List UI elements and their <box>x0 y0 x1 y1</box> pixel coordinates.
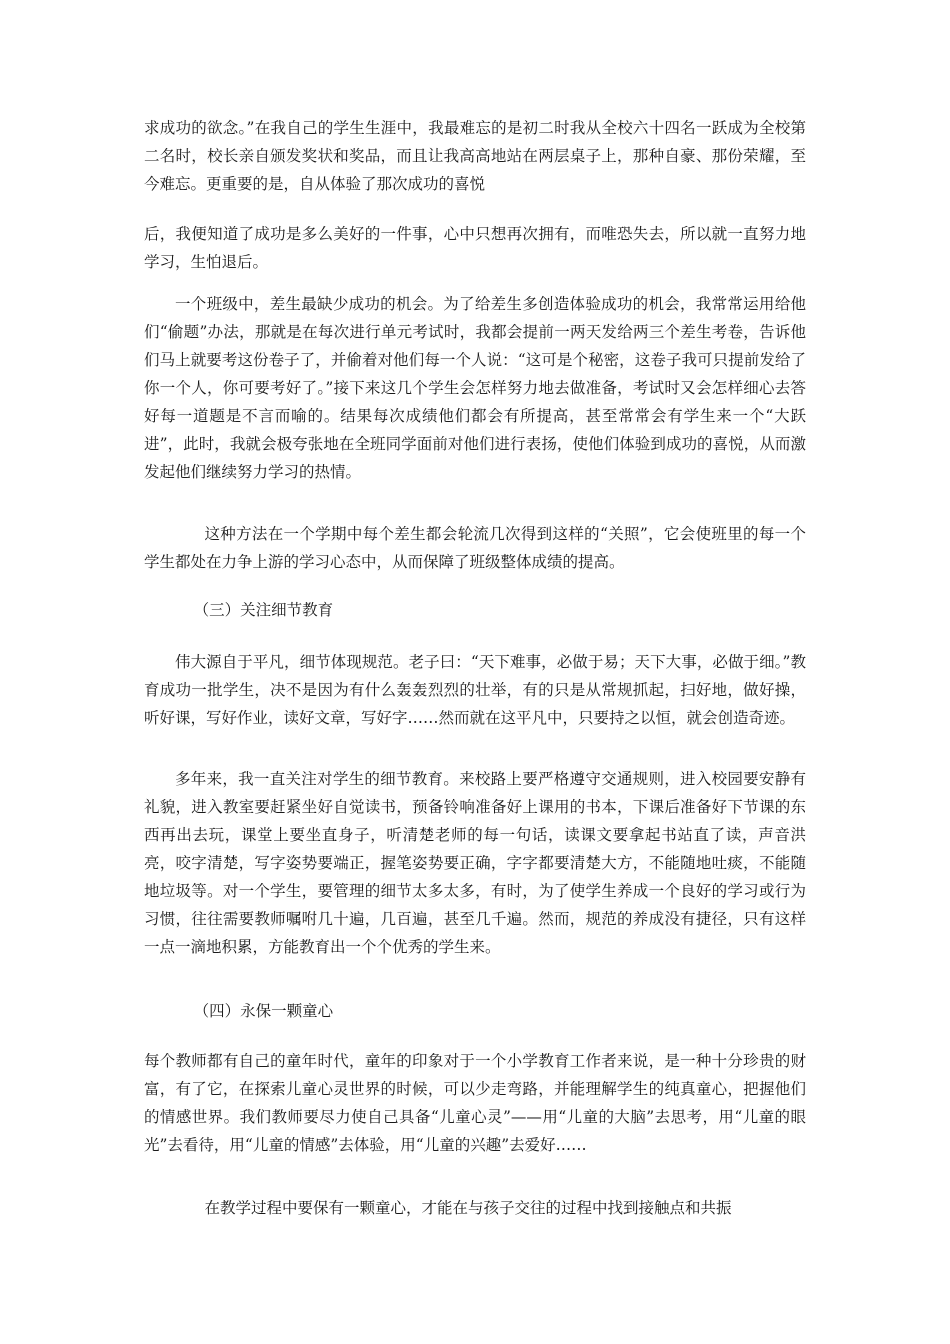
paragraph-8: 在教学过程中要保有一颗童心，才能在与孩子交往的过程中找到接触点和共振 <box>204 1199 732 1217</box>
paragraph-2: 后，我便知道了成功是多么美好的一件事，心中只想再次拥有，而唯恐失去，所以就一直努力地学习，生怕退后。 <box>144 225 806 271</box>
paragraph-6: 多年来，我一直关注对学生的细节教育。来校路上要严格遵守交通规则，进入校园要安静有礼貌，进入教室要赶紧坐好自觉读书，预备铃响准备好上课用的书本，下课后准备好下节课的东西再出去玩，课堂上要坐直身子，听清楚老师的每一句话，读课文要拿起书站直了读，声音洪亮，咬字清楚，写字姿势要端正，握笔姿势要正确，字字都要清楚大方，不能随地吐痰，不能随地垃圾等。对一个学生，要管理的细节太多太多，有时，为了使学生养成一个良好的学习或行为习惯，往往需要教师嘱咐几十遍，几百遍，甚至几千遍。然而，规范的养成没有捷径，只有这样一点一滴地积累，方能教育出一个个优秀的学生来。 <box>144 770 806 956</box>
section-heading-4: （四）永保一颗童心 <box>193 1002 334 1020</box>
paragraph-1: 求成功的欲念。”在我自己的学生生涯中，我最难忘的是初二时我从全校六十四名一跃成为全校第二名时，校长亲自颁发奖状和奖品，而且让我高高地站在两层桌子上，那种自豪、那份荣耀，至今难忘。更重要的是，自从体验了那次成功的喜悦 <box>144 119 806 193</box>
paragraph-7: 每个教师都有自己的童年时代，童年的印象对于一个小学教育工作者来说，是一种十分珍贵的财富，有了它，在探索儿童心灵世界的时候，可以少走弯路，并能理解学生的纯真童心，把握他们的情感世界。我们教师要尽力使自己具备“儿童心灵”——用“儿童的大脑”去思考，用“儿童的眼光”去看待，用“儿童的情感”去体验，用“儿童的兴趣”去爱好…… <box>144 1052 806 1154</box>
paragraph-5: 伟大源自于平凡，细节体现规范。老子曰：“天下难事，必做于易；天下大事，必做于细。”教育成功一批学生，决不是因为有什么轰轰烈烈的壮举，有的只是从常规抓起，扫好地，做好操，听好课，写好作业，读好文章，写好字……然而就在这平凡中，只要持之以恒，就会创造奇迹。 <box>144 653 806 727</box>
paragraph-4: 这种方法在一个学期中每个差生都会轮流几次得到这样的“关照”，它会使班里的每一个学生都处在力争上游的学习心态中，从而保障了班级整体成绩的提高。 <box>144 525 806 571</box>
section-heading-3: （三）关注细节教育 <box>193 601 334 619</box>
paragraph-3: 一个班级中，差生最缺少成功的机会。为了给差生多创造体验成功的机会，我常常运用给他们“偷题”办法，那就是在每次进行单元考试时，我都会提前一两天发给两三个差生考卷，告诉他们马上就要考这份卷子了，并偷着对他们每一个人说：“这可是个秘密，这卷子我可只提前发给了你一个人，你可要考好了。”接下来这几个学生会怎样努力地去做准备，考试时又会怎样细心去答好每一道题是不言而喻的。结果每次成绩他们都会有所提高，甚至常常会有学生来一个“大跃进”，此时，我就会极夸张地在全班同学面前对他们进行表扬，使他们体验到成功的喜悦，从而激发起他们继续努力学习的热情。 <box>144 295 806 481</box>
